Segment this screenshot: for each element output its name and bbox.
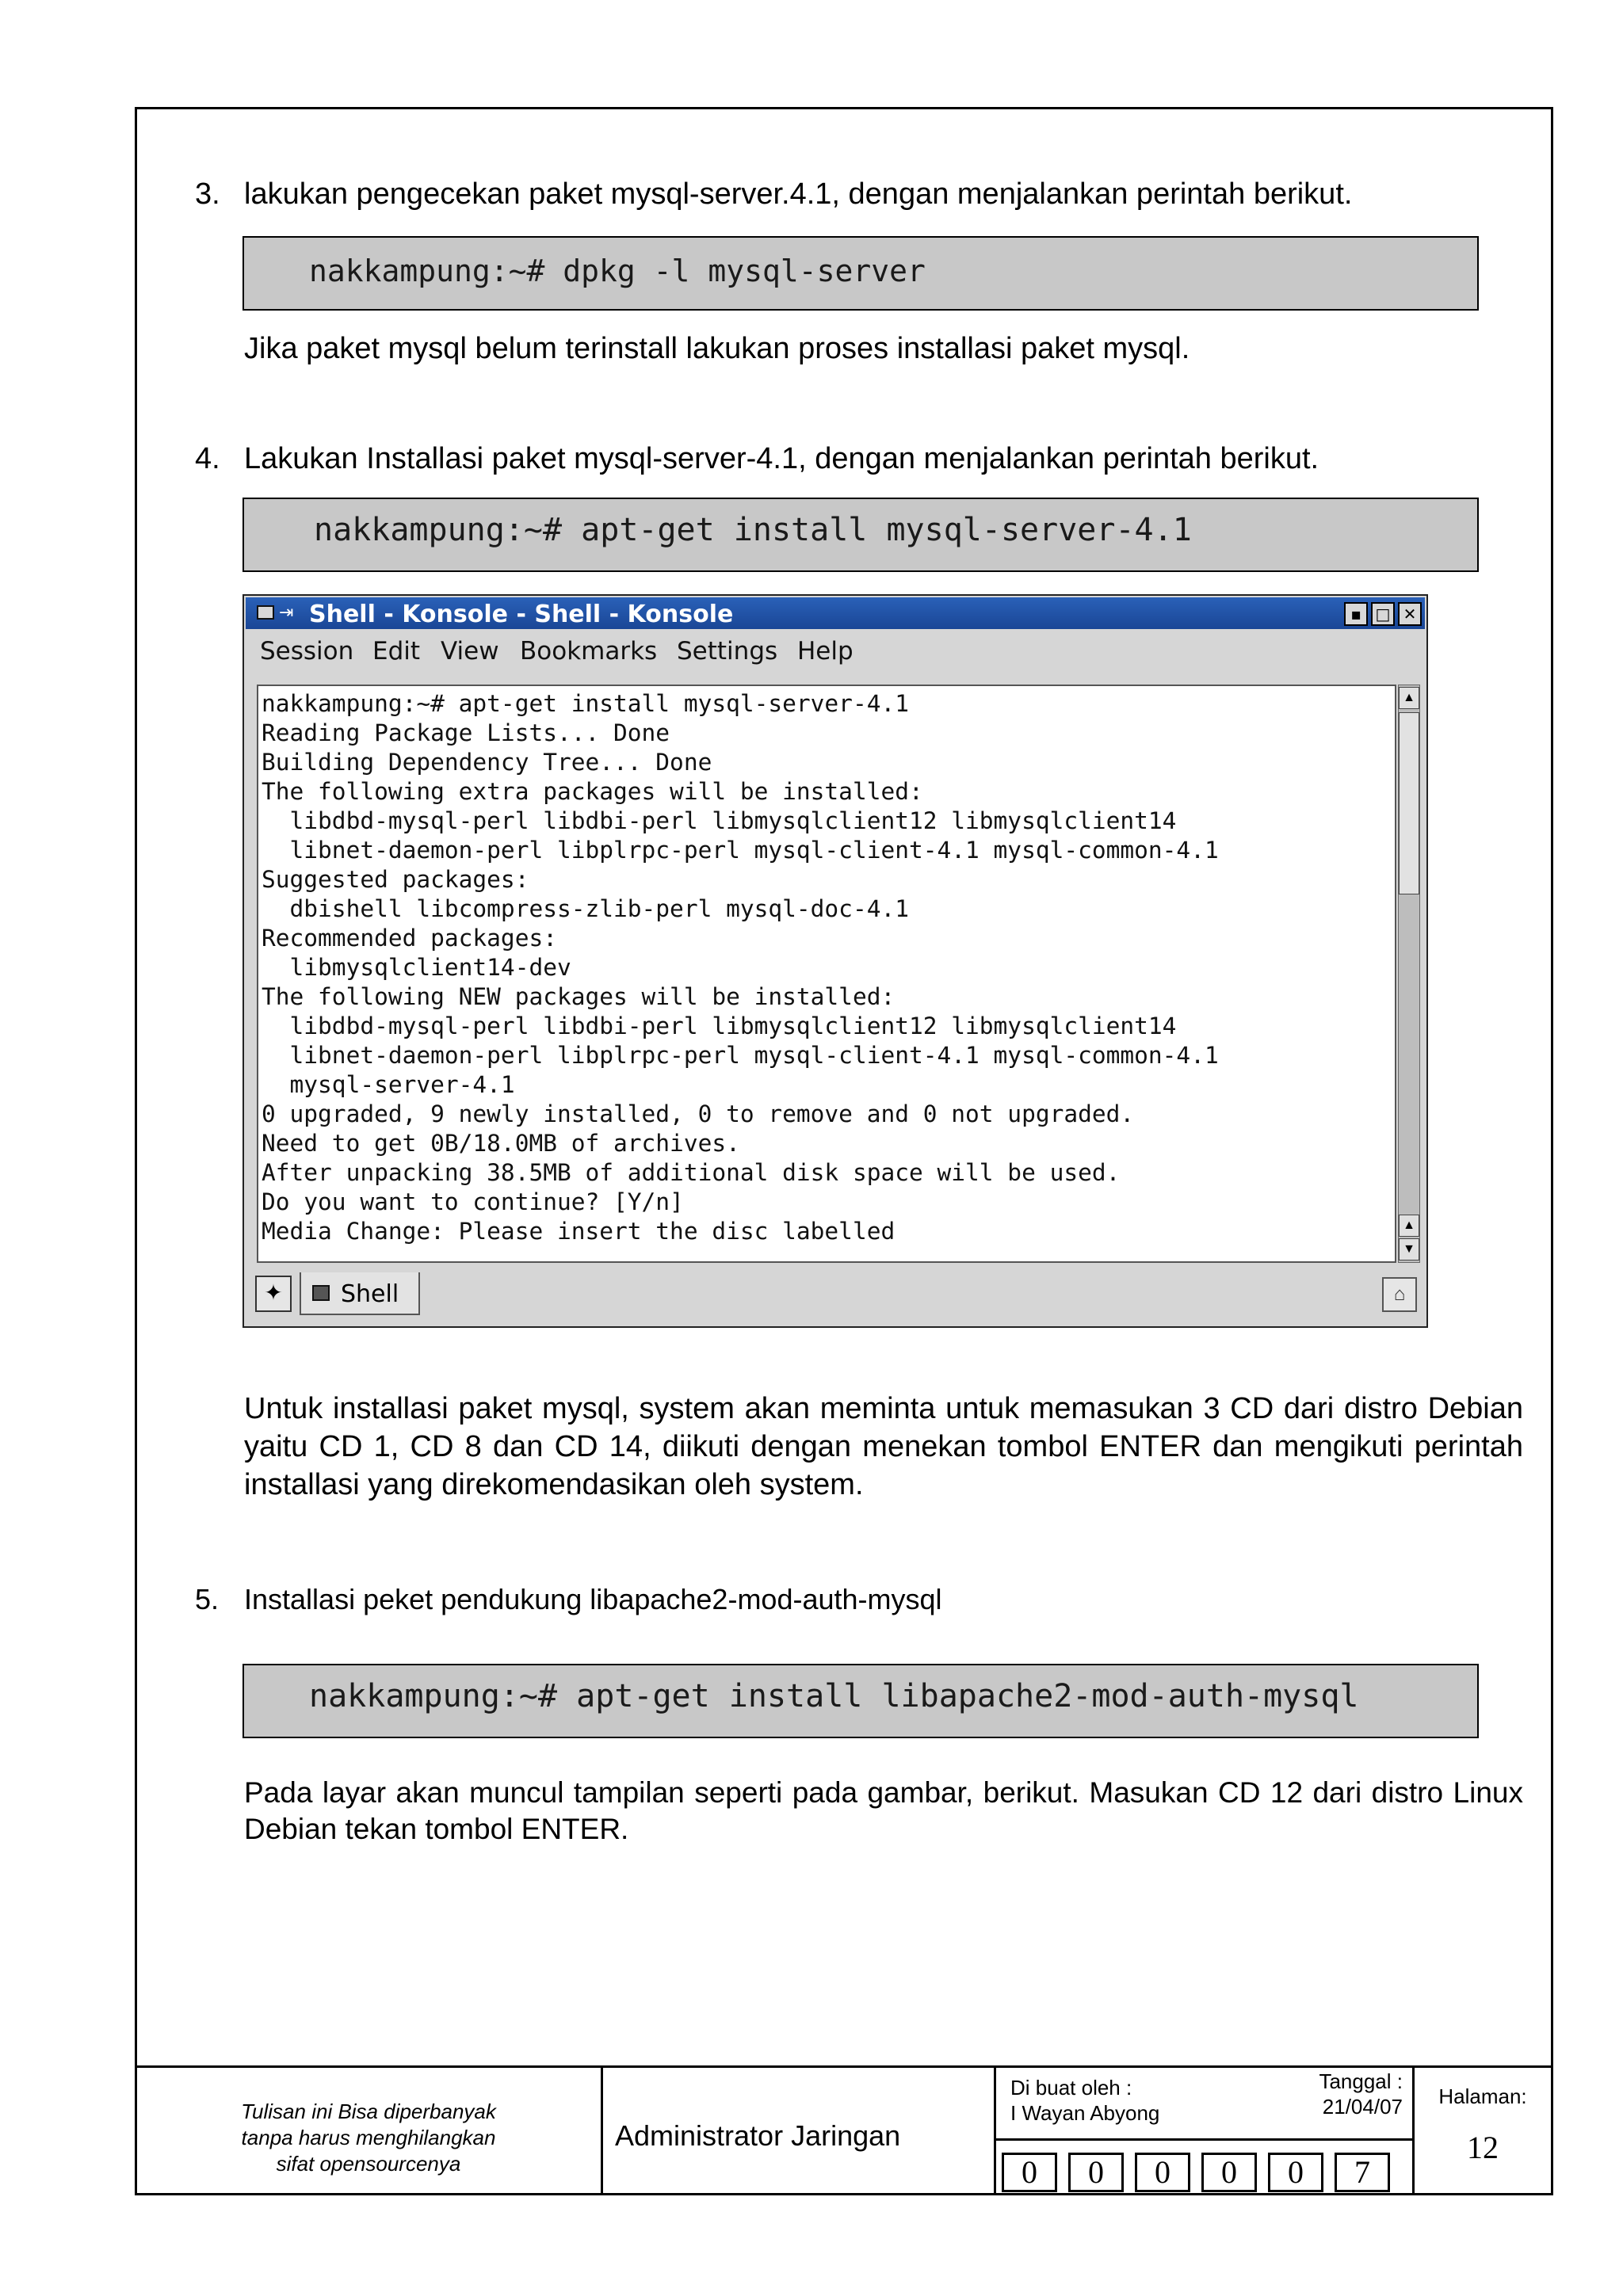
page-label: Halaman: bbox=[1438, 2084, 1527, 2108]
terminal-line: libdbd-mysql-perl libdbi-perl libmysqlclient12 libmysqlclient14 bbox=[262, 1013, 1177, 1039]
tab-bar bbox=[246, 1269, 1425, 1325]
maximize-button[interactable]: □ bbox=[1371, 602, 1395, 626]
close-session-icon[interactable]: ⌂ bbox=[1382, 1277, 1417, 1312]
author-block bbox=[1010, 2075, 1159, 2126]
footer-divider bbox=[601, 2067, 603, 2195]
step-text: Installasi peket pendukung libapache2-mod-auth-mysql bbox=[244, 1583, 942, 1615]
page-number: 12 bbox=[1467, 2130, 1499, 2165]
close-button[interactable]: ✕ bbox=[1398, 602, 1422, 626]
terminal-line: After unpacking 38.5MB of additional disk space will be used. bbox=[262, 1159, 1121, 1186]
terminal-line: Do you want to continue? [Y/n] bbox=[262, 1188, 684, 1215]
date-block bbox=[1260, 2069, 1403, 2119]
new-session-icon[interactable]: ✦ bbox=[255, 1276, 292, 1312]
command-box bbox=[242, 236, 1479, 311]
konsole-window bbox=[242, 594, 1428, 1328]
scroll-up-icon[interactable]: ▲ bbox=[1399, 687, 1419, 709]
vertical-scrollbar[interactable] bbox=[1398, 685, 1420, 1263]
menu-edit[interactable]: Edit bbox=[372, 637, 421, 666]
menu-settings[interactable]: Settings bbox=[677, 637, 778, 666]
terminal-line: libdbd-mysql-perl libdbi-perl libmysqlclient12 libmysqlclient14 bbox=[262, 807, 1177, 834]
step-text: lakukan pengecekan paket mysql-server.4.1, dengan menjalankan perintah berikut. bbox=[244, 177, 1353, 211]
scroll-thumb[interactable] bbox=[1399, 712, 1419, 894]
step-number: 5. bbox=[195, 1583, 220, 1615]
menu-view[interactable]: View bbox=[441, 637, 499, 666]
date-label: Tanggal : bbox=[1319, 2069, 1403, 2093]
terminal-line: Need to get 0B/18.0MB of archives. bbox=[262, 1130, 740, 1157]
scroll-up-icon[interactable]: ▲ bbox=[1399, 1215, 1419, 1237]
footer-divider bbox=[994, 2138, 1412, 2141]
license-line: Tulisan ini Bisa diperbanyak bbox=[241, 2100, 496, 2123]
install-note: Untuk installasi paket mysql, system akan meminta untuk memasukan 3 CD dari distro Debian yaitu CD 1, CD 8 dan CD 14, diikuti dengan menekan tombol ENTER dan mengikuti perintah installasi yang direkomendasikan oleh system. bbox=[244, 1392, 1523, 1501]
step-number: 4. bbox=[195, 442, 220, 475]
menu-help[interactable]: Help bbox=[797, 637, 854, 666]
license-line: sifat opensourcenya bbox=[276, 2152, 461, 2176]
doc-digit: 7 bbox=[1335, 2153, 1390, 2192]
tab-shell[interactable] bbox=[300, 1272, 420, 1315]
terminal-line: libnet-daemon-perl libplrpc-perl mysql-client-4.1 mysql-common-4.1 bbox=[262, 1042, 1219, 1069]
doc-digit: 0 bbox=[1268, 2153, 1323, 2192]
window-title: Shell - Konsole - Shell - Konsole bbox=[309, 601, 734, 628]
scroll-down-icon[interactable]: ▼ bbox=[1399, 1238, 1419, 1261]
terminal-line: 0 upgraded, 9 newly installed, 0 to remove and 0 not upgraded. bbox=[262, 1100, 1135, 1127]
tab-label: Shell bbox=[341, 1280, 399, 1308]
step-text: Lakukan Installasi paket mysql-server-4.1, dengan menjalankan perintah berikut. bbox=[244, 442, 1319, 475]
doc-digit: 0 bbox=[1135, 2153, 1190, 2192]
terminal-line: The following NEW packages will be installed: bbox=[262, 983, 896, 1010]
terminal-icon bbox=[312, 1285, 330, 1301]
terminal-line: The following extra packages will be installed: bbox=[262, 778, 923, 805]
command-text: nakkampung:~# dpkg -l mysql-server bbox=[309, 254, 926, 288]
terminal-line: libnet-daemon-perl libplrpc-perl mysql-client-4.1 mysql-common-4.1 bbox=[262, 837, 1219, 864]
author-name: I Wayan Abyong bbox=[1010, 2101, 1160, 2125]
terminal-area[interactable] bbox=[257, 685, 1396, 1263]
cd-note: Pada layar akan muncul tampilan seperti pada gambar, berikut. Masukan CD 12 dari distro Linux Debian tekan tombol ENTER. bbox=[244, 1776, 1523, 1845]
pin-icon[interactable]: ⇥ bbox=[279, 602, 294, 622]
window-menu-icon[interactable] bbox=[257, 605, 274, 620]
doc-digit: 0 bbox=[1068, 2153, 1124, 2192]
terminal-line: mysql-server-4.1 bbox=[262, 1071, 515, 1098]
department-name: Administrator Jaringan bbox=[615, 2119, 901, 2152]
date-value: 21/04/07 bbox=[1322, 2095, 1403, 2119]
terminal-line: nakkampung:~# apt-get install mysql-server-4.1 bbox=[262, 690, 909, 717]
author-label: Di buat oleh : bbox=[1010, 2076, 1132, 2100]
command-box bbox=[242, 1664, 1479, 1738]
terminal-line: Recommended packages: bbox=[262, 925, 557, 952]
footer-divider bbox=[994, 2067, 996, 2195]
step-number: 3. bbox=[195, 177, 220, 211]
doc-digit: 0 bbox=[1002, 2153, 1057, 2192]
command-text: nakkampung:~# apt-get install libapache2-mod-auth-mysql bbox=[309, 1678, 1359, 1714]
license-line: tanpa harus menghilangkan bbox=[241, 2126, 496, 2149]
menu-bookmarks[interactable]: Bookmarks bbox=[520, 637, 658, 666]
terminal-line: Media Change: Please insert the disc labelled bbox=[262, 1218, 896, 1245]
menu-bar bbox=[246, 631, 1425, 672]
footer bbox=[135, 2067, 1553, 2195]
terminal-line: dbishell libcompress-zlib-perl mysql-doc-4.1 bbox=[262, 895, 909, 922]
menu-session[interactable]: Session bbox=[260, 637, 354, 666]
license-note bbox=[135, 2099, 602, 2177]
terminal-line: Suggested packages: bbox=[262, 866, 529, 893]
terminal-line: libmysqlclient14-dev bbox=[262, 954, 571, 981]
command-box bbox=[242, 498, 1479, 572]
terminal-output bbox=[262, 689, 1219, 1246]
terminal-line: Reading Package Lists... Done bbox=[262, 719, 670, 746]
command-text: nakkampung:~# apt-get install mysql-server-4.1 bbox=[314, 512, 1192, 548]
step-3-note: Jika paket mysql belum terinstall lakukan proses installasi paket mysql. bbox=[244, 332, 1190, 365]
minimize-button[interactable]: ▪ bbox=[1344, 602, 1368, 626]
terminal-line: Building Dependency Tree... Done bbox=[262, 749, 712, 776]
title-bar bbox=[246, 597, 1425, 629]
doc-digit: 0 bbox=[1201, 2153, 1257, 2192]
